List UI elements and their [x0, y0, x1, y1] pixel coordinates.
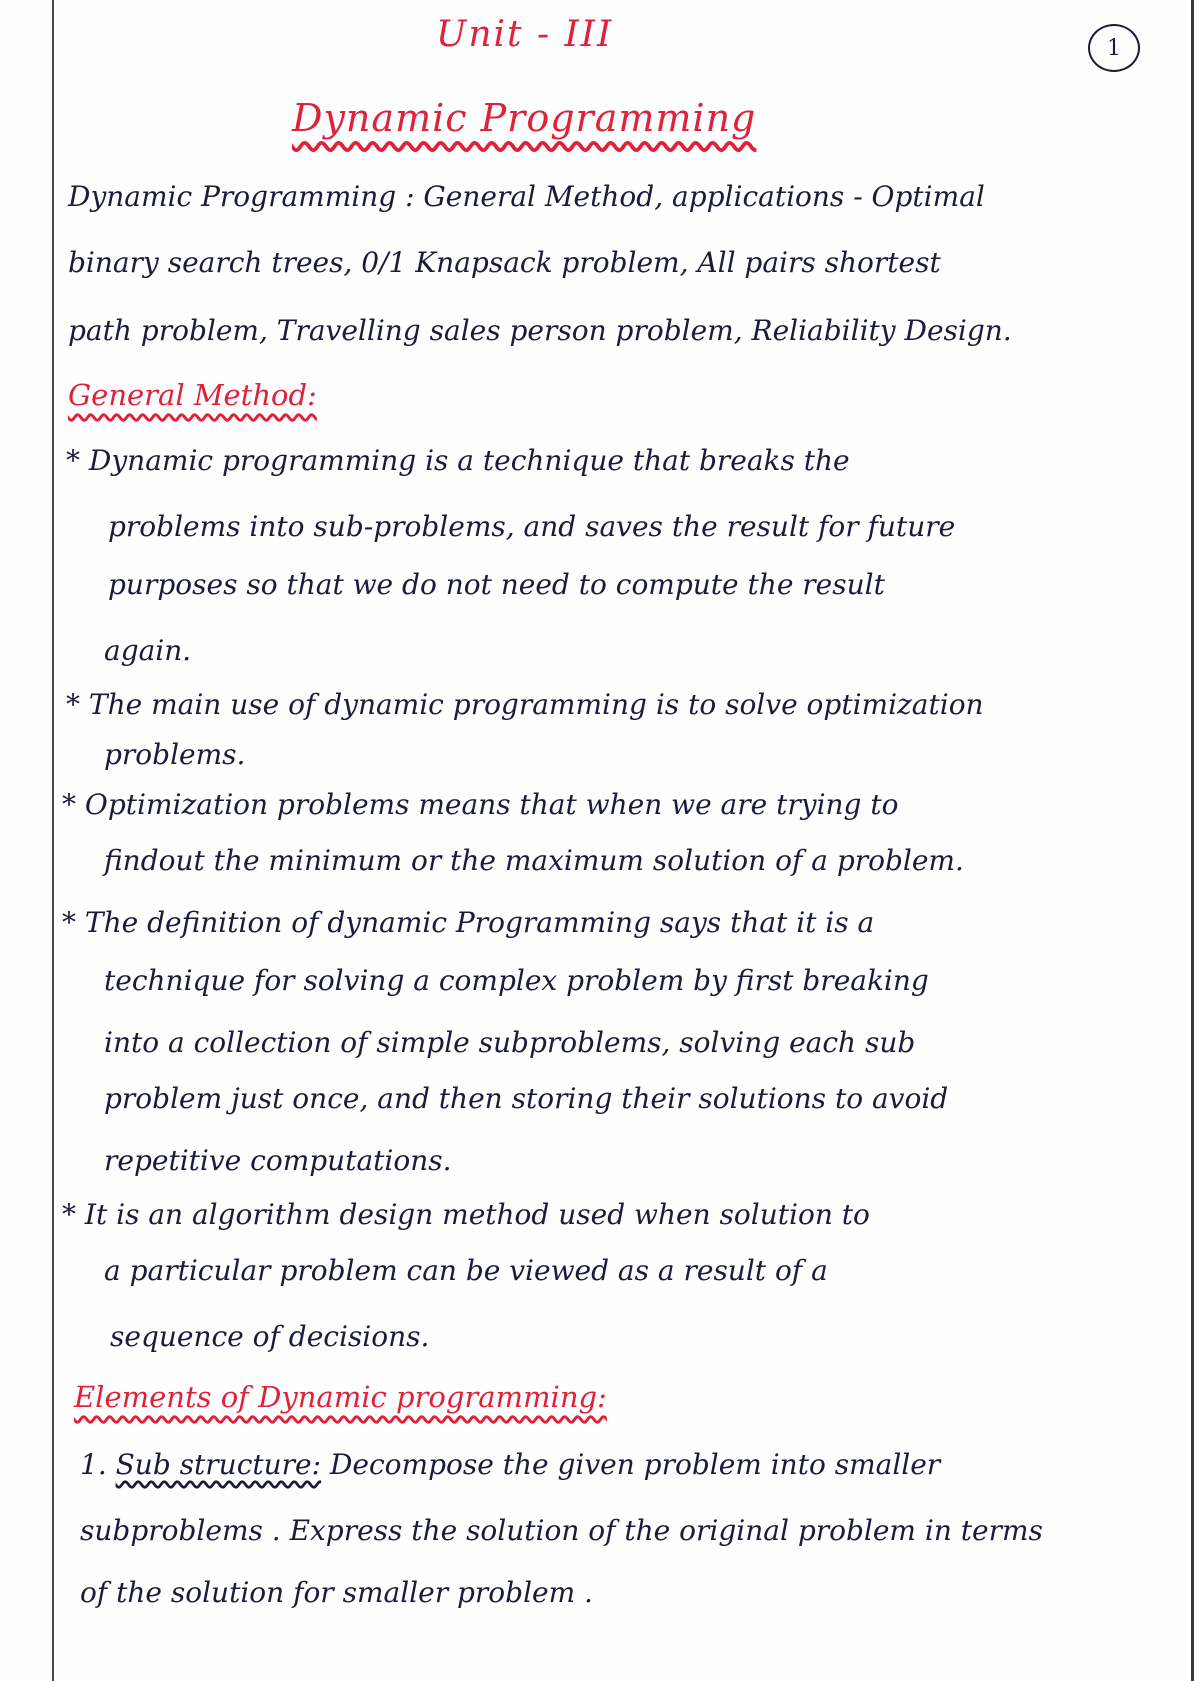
syllabus-line: Dynamic Programming : General Method, applications - Optimal [68, 180, 985, 213]
body-line: of the solution for smaller problem . [80, 1576, 593, 1609]
element-item-1-term: Sub structure: [115, 1448, 322, 1481]
body-line: technique for solving a complex problem by first breaking [104, 964, 929, 997]
body-line: problems. [104, 738, 246, 771]
body-line: problem just once, and then storing their solutions to avoid [104, 1082, 949, 1115]
element-item-1 [80, 1450, 940, 1481]
page-number [1088, 24, 1140, 72]
body-line: * Optimization problems means that when we are trying to [62, 788, 899, 821]
element-item-1-number: 1. [80, 1448, 107, 1481]
body-line: * The definition of dynamic Programming says that it is a [62, 906, 875, 939]
body-line: purposes so that we do not need to compute the result [108, 568, 885, 601]
body-line: * It is an algorithm design method used when solution to [62, 1198, 870, 1231]
syllabus-line: path problem, Travelling sales person problem, Reliability Design. [68, 314, 1012, 347]
body-line: * Dynamic programming is a technique that breaks the [66, 444, 850, 477]
main-title: Dynamic Programming [292, 96, 757, 140]
body-line: subproblems . Express the solution of the original problem in terms [80, 1514, 1043, 1547]
page-edge [1191, 0, 1194, 1681]
general-method-heading: General Method: [68, 378, 317, 412]
body-line: again. [104, 634, 192, 667]
body-line: findout the minimum or the maximum solution of a problem. [104, 844, 964, 877]
body-line: repetitive computations. [104, 1144, 452, 1177]
unit-title: Unit - III [436, 14, 614, 55]
body-line: sequence of decisions. [110, 1320, 430, 1353]
elements-heading: Elements of Dynamic programming: [74, 1380, 607, 1414]
body-line: a particular problem can be viewed as a result of a [104, 1254, 828, 1287]
page-number-text: 1 [1107, 35, 1121, 61]
element-item-1-text: Decompose the given problem into smaller [321, 1448, 941, 1481]
margin-line [52, 0, 54, 1681]
syllabus-line: binary search trees, 0/1 Knapsack problem, All pairs shortest [68, 246, 941, 279]
body-line: into a collection of simple subproblems, solving each sub [104, 1026, 916, 1059]
body-line: * The main use of dynamic programming is to solve optimization [66, 688, 984, 721]
body-line: problems into sub-problems, and saves the result for future [108, 510, 956, 543]
